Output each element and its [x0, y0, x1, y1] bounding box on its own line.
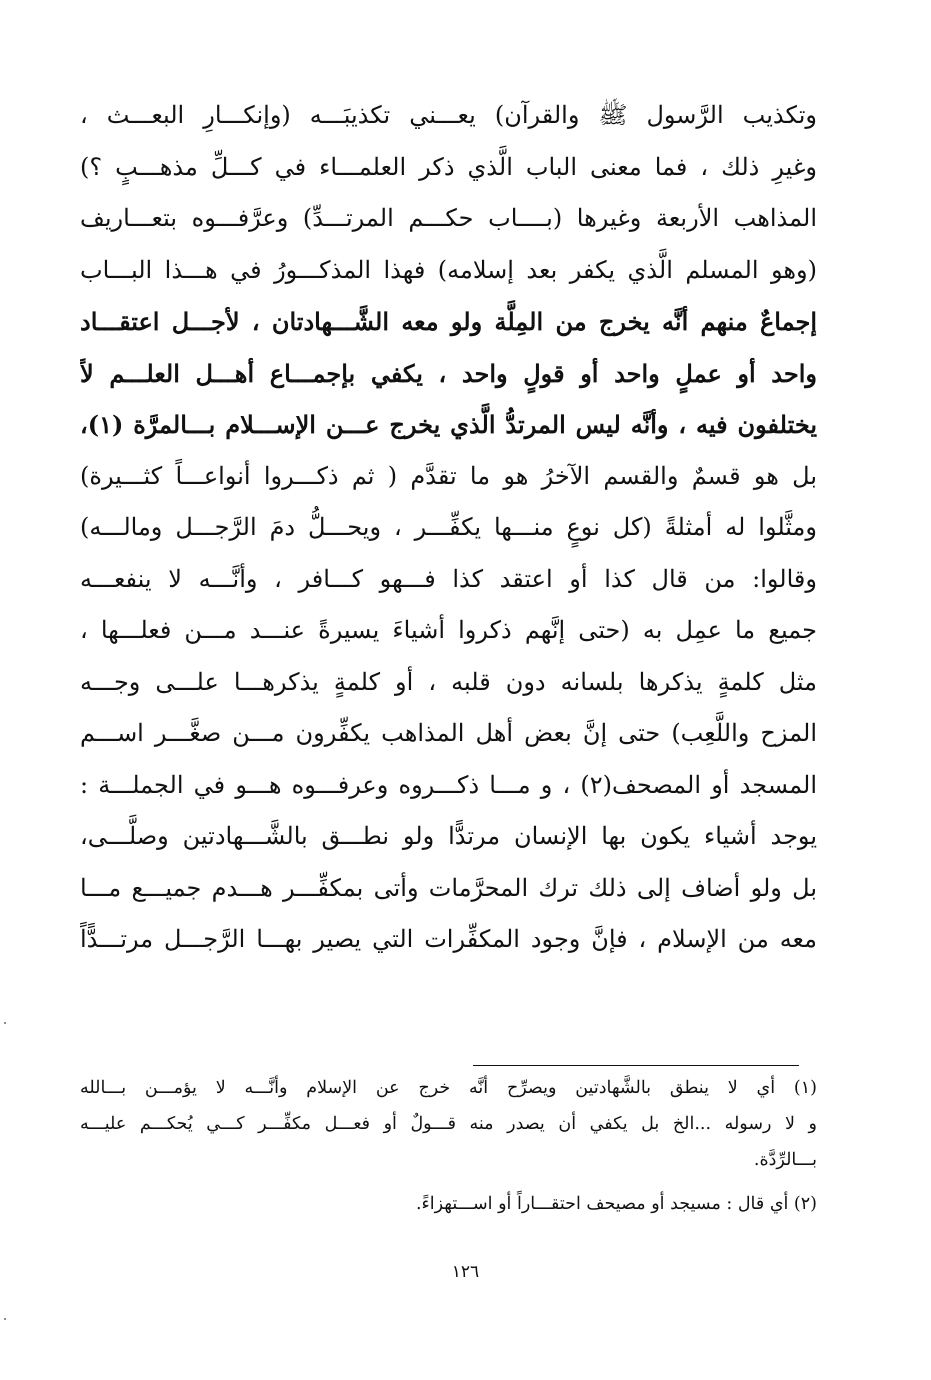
scan-speck: [4, 1318, 6, 1320]
text-line: جميع ما عمِل به (حتى إنَّهم ذكروا أشياءَ يسيرةً عنـــد مـــن فعلـــها ،: [80, 616, 817, 644]
text-line: بل ولو أضاف إلى ذلك ترك المحرَّمات وأتى بمكفِّـــر هـــدم جميـــع مـــا: [80, 873, 817, 902]
footnotes-block: [80, 1070, 817, 1222]
text-line-bold: يختلفون فيه ، وأنَّه ليس المرتدُّ الَّذي يخرج عـــن الإســـلام بـــالمرَّة (١)،: [80, 410, 817, 439]
scan-speck: [4, 1022, 6, 1024]
page-number: ١٢٦: [451, 1262, 480, 1282]
text-line: المزح واللَّعِب) حتى إنَّ بعض أهل المذاهب يكفِّرون مـــن صغَّـــر اســـم: [80, 719, 817, 747]
text-line: مثل كلمةٍ يذكرها بلسانه دون قلبه ، أو كلمةٍ يذكرهـــا علـــى وجـــه: [80, 667, 817, 696]
text-line: ومثَّلوا له أمثلةً (كل نوعٍ منـــها يكفِّـــر ، ويحـــلُّ دمَ الرَّجـــل ومالـــه): [80, 513, 817, 541]
text-line: (وهو المسلم الَّذي يكفر بعد إسلامه) فهذا المذكـــورُ في هـــذا البـــاب: [80, 255, 817, 284]
footnote-1-line: بـــالرِّدَّة.: [753, 1150, 817, 1170]
text-line: وقالوا: من قال كذا أو اعتقد كذا فـــهو كـــافر ، وأنَّـــه لا ينفعـــه: [80, 564, 817, 593]
footnote-1-line: (١) أي لا ينطق بالشَّهادتين ويصرِّح أنَّه خرج عن الإسلام وأنَّـــه لا يؤمـــن بـــالله: [80, 1078, 817, 1098]
footnote-2-line: (٢) أي قال : مسيجد أو مصيحف احتقـــاراً أو اســـتهزاءً.: [415, 1194, 817, 1214]
footnote-divider: [473, 1065, 799, 1066]
text-line: وغيرِ ذلك ، فما معنى الباب الَّذي ذكر العلمـــاء في كـــلِّ مذهـــبٍ ؟): [80, 152, 817, 181]
text-line-bold: إجماعٌ منهم أنَّه يخرج من المِلَّة ولو معه الشَّـــهادتان ، لأجـــل اعتقـــاد: [80, 307, 817, 336]
text-line-bold: واحد أو عملٍ واحد أو قولٍ واحد ، يكفي بإجمـــاع أهـــل العلـــم لاً: [80, 358, 817, 388]
text-line: معه من الإسلام ، فإنَّ وجود المكفِّرات التي يصير بهـــا الرَّجـــل مرتـــدًّاً: [80, 925, 817, 953]
text-line: بل هو قسمٌ والقسم الآخرُ هو ما تقدَّم ( ثم ذكـــروا أنواعـــاً كثـــيرة): [80, 461, 817, 490]
footnote-1-line: و لا رسوله ...الخ بل يكفي أن يصدر منه قـــولٌ أو فعـــل مكفِّـــر كـــي يُحكـــم عليـــه: [80, 1114, 817, 1134]
text-line: وتكذيب الرَّسول ﷺ والقرآن) يعـــني تكذيبَـــه (وإنكـــارِ البعـــث ،: [80, 101, 817, 129]
text-line: المسجد أو المصحف(٢) ، و مـــا ذكـــروه وعرفـــوه هـــو في الجملـــة :: [80, 770, 817, 799]
text-line: المذاهب الأربعة وغيرها (بــــاب حكـــم المرتـــدِّ) وعرَّفـــوه بتعـــاريف: [80, 204, 817, 232]
text-line: يوجد أشياء يكون بها الإنسان مرتدًّا ولو نطـــق بالشَّـــهادتين وصلَّـــى،: [80, 822, 817, 850]
main-text-block: [80, 90, 817, 966]
